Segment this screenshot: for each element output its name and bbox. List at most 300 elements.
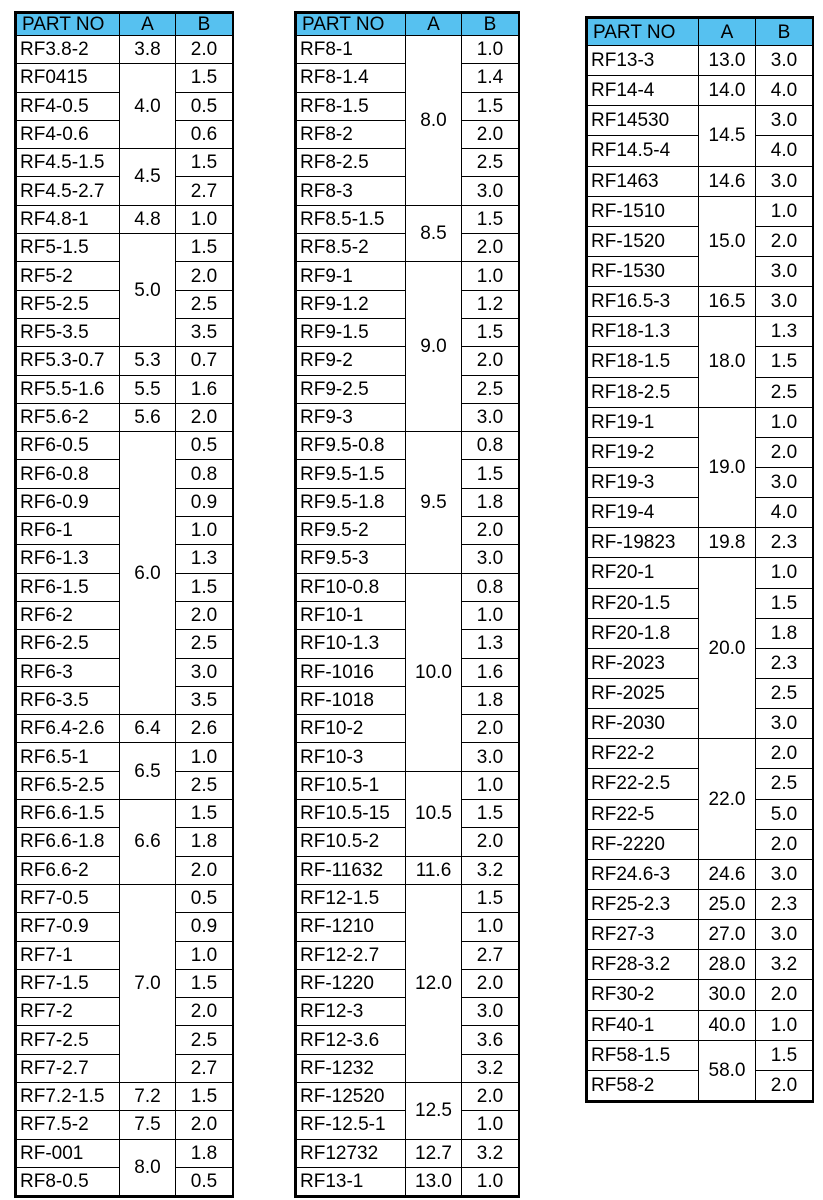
b-value-cell: 1.5 <box>462 800 519 828</box>
b-value-cell: 1.3 <box>462 630 519 658</box>
table-row <box>17 1082 233 1110</box>
part-no-cell: RF10.5-2 <box>297 828 406 856</box>
part-no-cell: RF6.6-1.8 <box>17 828 120 856</box>
b-value-cell: 2.0 <box>176 262 233 290</box>
b-value-cell: 2.0 <box>462 347 519 375</box>
parts-table-grid <box>296 13 519 1196</box>
b-value-cell: 3.0 <box>756 709 813 739</box>
b-value-cell: 1.0 <box>176 205 233 233</box>
part-no-cell: RF9-2 <box>297 347 406 375</box>
table-row <box>297 36 519 64</box>
part-no-cell: RF-1220 <box>297 969 406 997</box>
a-value-cell: 25.0 <box>699 889 756 919</box>
part-no-cell: RF24.6-3 <box>588 859 699 889</box>
a-value-cell: 58.0 <box>699 1040 756 1100</box>
b-value-cell: 3.0 <box>462 545 519 573</box>
parts-table-2 <box>294 11 520 1198</box>
b-value-cell: 3.0 <box>756 46 813 76</box>
part-no-cell: RF6-1 <box>17 517 120 545</box>
a-value-cell: 6.4 <box>120 715 176 743</box>
table-row <box>297 884 519 912</box>
part-no-cell: RF7-2.7 <box>17 1054 120 1082</box>
table-row <box>588 407 813 437</box>
b-value-cell: 3.0 <box>756 287 813 317</box>
part-no-cell: RF8-2.5 <box>297 149 406 177</box>
part-no-cell: RF4.5-1.5 <box>17 149 120 177</box>
part-no-cell: RF7.2-1.5 <box>17 1082 120 1110</box>
b-value-cell: 2.5 <box>462 149 519 177</box>
table-row <box>588 528 813 558</box>
b-value-cell: 1.6 <box>176 375 233 403</box>
table-row <box>17 800 233 828</box>
b-value-cell: 2.0 <box>756 739 813 769</box>
table-row <box>588 287 813 317</box>
b-value-cell: 1.5 <box>756 347 813 377</box>
b-value-cell: 1.3 <box>756 317 813 347</box>
a-value-cell: 8.0 <box>406 36 462 206</box>
table-row <box>588 166 813 196</box>
a-value-cell: 27.0 <box>699 920 756 950</box>
b-header: B <box>756 19 813 46</box>
part-no-cell: RF18-2.5 <box>588 377 699 407</box>
b-value-cell: 4.0 <box>756 498 813 528</box>
parts-table-grid <box>587 18 813 1101</box>
part-no-cell: RF-12.5-1 <box>297 1111 406 1139</box>
b-value-cell: 2.0 <box>462 120 519 148</box>
part-no-cell: RF19-1 <box>588 407 699 437</box>
table-row <box>297 262 519 290</box>
b-value-cell: 3.0 <box>756 166 813 196</box>
table-row <box>17 36 233 64</box>
b-value-cell: 2.7 <box>176 177 233 205</box>
part-no-cell: RF27-3 <box>588 920 699 950</box>
b-value-cell: 1.5 <box>176 1082 233 1110</box>
b-value-cell: 2.0 <box>176 403 233 431</box>
a-value-cell: 3.8 <box>120 36 176 64</box>
b-value-cell: 2.5 <box>176 290 233 318</box>
b-header: B <box>176 14 233 36</box>
part-no-cell: RF8-1 <box>297 36 406 64</box>
b-value-cell: 0.8 <box>462 573 519 601</box>
b-value-cell: 1.0 <box>756 407 813 437</box>
b-value-cell: 1.5 <box>462 205 519 233</box>
a-value-cell: 18.0 <box>699 317 756 407</box>
table-row <box>297 205 519 233</box>
b-value-cell: 1.5 <box>462 884 519 912</box>
a-value-cell: 22.0 <box>699 739 756 860</box>
part-no-cell: RF8-2 <box>297 120 406 148</box>
b-value-cell: 2.5 <box>176 1026 233 1054</box>
b-value-cell: 1.5 <box>176 573 233 601</box>
part-no-cell: RF-19823 <box>588 528 699 558</box>
table-row <box>588 920 813 950</box>
part-no-cell: RF6.6-2 <box>17 856 120 884</box>
b-value-cell: 3.0 <box>756 920 813 950</box>
a-value-cell: 30.0 <box>699 980 756 1010</box>
table-row <box>297 771 519 799</box>
part-no-cell: RF10.5-15 <box>297 800 406 828</box>
a-value-cell: 19.0 <box>699 407 756 528</box>
part-no-cell: RF8-1.5 <box>297 92 406 120</box>
part-no-cell: RF6-0.9 <box>17 488 120 516</box>
b-value-cell: 3.5 <box>176 318 233 346</box>
b-value-cell: 2.0 <box>462 715 519 743</box>
a-value-cell: 9.5 <box>406 432 462 573</box>
part-no-header: PART NO <box>17 14 120 36</box>
header-row <box>588 19 813 46</box>
b-value-cell: 2.0 <box>462 969 519 997</box>
table-row <box>588 46 813 76</box>
b-value-cell: 3.0 <box>462 177 519 205</box>
a-value-cell: 6.5 <box>120 743 176 800</box>
b-value-cell: 2.3 <box>756 889 813 919</box>
a-value-cell: 28.0 <box>699 950 756 980</box>
b-value-cell: 1.8 <box>462 686 519 714</box>
table-row <box>588 980 813 1010</box>
part-no-cell: RF13-1 <box>297 1167 406 1195</box>
table-row <box>17 347 233 375</box>
b-value-cell: 1.5 <box>462 460 519 488</box>
b-value-cell: 2.7 <box>462 941 519 969</box>
part-no-cell: RF13-3 <box>588 46 699 76</box>
b-value-cell: 2.3 <box>756 648 813 678</box>
b-value-cell: 1.0 <box>176 743 233 771</box>
part-no-cell: RF40-1 <box>588 1010 699 1040</box>
b-value-cell: 0.5 <box>176 432 233 460</box>
header-row <box>17 14 233 36</box>
part-no-cell: RF1463 <box>588 166 699 196</box>
part-no-cell: RF14530 <box>588 106 699 136</box>
a-header: A <box>120 14 176 36</box>
a-value-cell: 14.0 <box>699 76 756 106</box>
b-value-cell: 1.2 <box>462 290 519 318</box>
b-value-cell: 5.0 <box>756 799 813 829</box>
table-row <box>17 743 233 771</box>
b-value-cell: 1.8 <box>176 828 233 856</box>
a-value-cell: 4.8 <box>120 205 176 233</box>
b-value-cell: 2.5 <box>462 375 519 403</box>
part-no-cell: RF7-1.5 <box>17 969 120 997</box>
part-no-cell: RF9.5-0.8 <box>297 432 406 460</box>
a-value-cell: 12.5 <box>406 1082 462 1139</box>
part-no-cell: RF9-1 <box>297 262 406 290</box>
part-no-cell: RF20-1.8 <box>588 618 699 648</box>
b-value-cell: 0.5 <box>176 1167 233 1195</box>
b-value-cell: 2.0 <box>176 601 233 629</box>
b-value-cell: 2.0 <box>462 234 519 262</box>
b-value-cell: 3.0 <box>756 106 813 136</box>
part-no-cell: RF7-0.5 <box>17 884 120 912</box>
b-value-cell: 1.0 <box>462 36 519 64</box>
part-no-cell: RF9-2.5 <box>297 375 406 403</box>
part-no-cell: RF9.5-1.5 <box>297 460 406 488</box>
b-value-cell: 0.5 <box>176 92 233 120</box>
part-no-cell: RF14.5-4 <box>588 136 699 166</box>
b-value-cell: 2.0 <box>756 829 813 859</box>
part-no-cell: RF6-2 <box>17 601 120 629</box>
a-value-cell: 5.0 <box>120 234 176 347</box>
b-value-cell: 2.5 <box>756 678 813 708</box>
table-row <box>297 573 519 601</box>
b-value-cell: 3.0 <box>462 403 519 431</box>
part-no-cell: RF19-2 <box>588 437 699 467</box>
table-row <box>297 432 519 460</box>
a-value-cell: 40.0 <box>699 1010 756 1040</box>
b-value-cell: 2.6 <box>176 715 233 743</box>
part-no-cell: RF12-3 <box>297 998 406 1026</box>
table-row <box>297 1139 519 1167</box>
part-no-cell: RF6-0.5 <box>17 432 120 460</box>
a-value-cell: 20.0 <box>699 558 756 739</box>
part-no-cell: RF-1232 <box>297 1054 406 1082</box>
b-value-cell: 3.0 <box>462 743 519 771</box>
part-no-cell: RF20-1.5 <box>588 588 699 618</box>
part-no-cell: RF10.5-1 <box>297 771 406 799</box>
b-value-cell: 1.0 <box>462 913 519 941</box>
part-no-cell: RF-12520 <box>297 1082 406 1110</box>
b-value-cell: 2.3 <box>756 528 813 558</box>
part-no-cell: RF7-0.9 <box>17 913 120 941</box>
a-value-cell: 6.6 <box>120 800 176 885</box>
part-no-cell: RF4.8-1 <box>17 205 120 233</box>
part-no-cell: RF4-0.5 <box>17 92 120 120</box>
b-value-cell: 4.0 <box>756 76 813 106</box>
b-value-cell: 3.0 <box>756 256 813 286</box>
table-row <box>17 432 233 460</box>
part-no-cell: RF4-0.6 <box>17 120 120 148</box>
part-no-cell: RF8-0.5 <box>17 1167 120 1195</box>
part-no-cell: RF9.5-2 <box>297 517 406 545</box>
table-row <box>588 558 813 588</box>
part-no-cell: RF16.5-3 <box>588 287 699 317</box>
a-value-cell: 7.5 <box>120 1111 176 1139</box>
table-row <box>17 403 233 431</box>
part-no-cell: RF0415 <box>17 64 120 92</box>
a-value-cell: 15.0 <box>699 196 756 286</box>
b-value-cell: 1.0 <box>462 1167 519 1195</box>
b-value-cell: 1.4 <box>462 64 519 92</box>
table-row <box>17 884 233 912</box>
part-no-cell: RF5.6-2 <box>17 403 120 431</box>
part-no-cell: RF7-2 <box>17 998 120 1026</box>
b-value-cell: 2.0 <box>462 828 519 856</box>
table-row <box>17 1111 233 1139</box>
part-no-cell: RF9.5-1.8 <box>297 488 406 516</box>
b-value-cell: 2.5 <box>176 630 233 658</box>
part-no-cell: RF19-4 <box>588 498 699 528</box>
part-no-cell: RF18-1.5 <box>588 347 699 377</box>
table-row <box>588 106 813 136</box>
b-value-cell: 1.5 <box>756 1040 813 1070</box>
table-row <box>588 1040 813 1070</box>
part-no-cell: RF58-2 <box>588 1070 699 1100</box>
part-no-cell: RF22-5 <box>588 799 699 829</box>
part-no-cell: RF12-1.5 <box>297 884 406 912</box>
a-header: A <box>699 19 756 46</box>
table-row <box>17 375 233 403</box>
part-no-cell: RF4.5-2.7 <box>17 177 120 205</box>
part-no-cell: RF-2220 <box>588 829 699 859</box>
b-value-cell: 1.0 <box>462 771 519 799</box>
part-no-cell: RF-2023 <box>588 648 699 678</box>
part-no-cell: RF8-3 <box>297 177 406 205</box>
part-no-cell: RF6-2.5 <box>17 630 120 658</box>
part-no-cell: RF5-3.5 <box>17 318 120 346</box>
a-value-cell: 14.6 <box>699 166 756 196</box>
part-no-cell: RF-001 <box>17 1139 120 1167</box>
a-value-cell: 6.0 <box>120 432 176 715</box>
b-value-cell: 3.2 <box>756 950 813 980</box>
part-no-cell: RF9-3 <box>297 403 406 431</box>
b-value-cell: 4.0 <box>756 136 813 166</box>
part-no-cell: RF12-3.6 <box>297 1026 406 1054</box>
part-no-cell: RF8.5-2 <box>297 234 406 262</box>
part-no-cell: RF10-0.8 <box>297 573 406 601</box>
table-row <box>17 234 233 262</box>
b-value-cell: 2.5 <box>756 377 813 407</box>
parts-table-grid <box>16 13 233 1196</box>
a-value-cell: 5.6 <box>120 403 176 431</box>
b-value-cell: 3.2 <box>462 1054 519 1082</box>
b-value-cell: 1.0 <box>756 1010 813 1040</box>
b-value-cell: 1.0 <box>462 601 519 629</box>
a-value-cell: 4.5 <box>120 149 176 206</box>
b-value-cell: 3.6 <box>462 1026 519 1054</box>
a-value-cell: 10.5 <box>406 771 462 856</box>
part-no-cell: RF22-2 <box>588 739 699 769</box>
part-no-cell: RF20-1 <box>588 558 699 588</box>
b-value-cell: 1.5 <box>176 800 233 828</box>
table-row <box>588 317 813 347</box>
b-value-cell: 0.8 <box>176 460 233 488</box>
b-value-cell: 0.7 <box>176 347 233 375</box>
part-no-cell: RF7-2.5 <box>17 1026 120 1054</box>
part-no-cell: RF6-0.8 <box>17 460 120 488</box>
b-value-cell: 1.5 <box>462 92 519 120</box>
a-value-cell: 13.0 <box>699 46 756 76</box>
part-no-cell: RF28-3.2 <box>588 950 699 980</box>
table-row <box>588 889 813 919</box>
a-value-cell: 19.8 <box>699 528 756 558</box>
part-no-cell: RF-1530 <box>588 256 699 286</box>
b-value-cell: 2.7 <box>176 1054 233 1082</box>
b-value-cell: 0.9 <box>176 913 233 941</box>
b-value-cell: 1.0 <box>462 1111 519 1139</box>
part-no-cell: RF-1210 <box>297 913 406 941</box>
a-value-cell: 16.5 <box>699 287 756 317</box>
table-row <box>588 196 813 226</box>
a-value-cell: 7.0 <box>120 884 176 1082</box>
b-value-cell: 3.2 <box>462 1139 519 1167</box>
table-row <box>588 76 813 106</box>
b-value-cell: 2.0 <box>462 517 519 545</box>
part-no-cell: RF-2030 <box>588 709 699 739</box>
table-row <box>297 1082 519 1110</box>
part-no-cell: RF22-2.5 <box>588 769 699 799</box>
b-value-cell: 2.0 <box>176 998 233 1026</box>
part-no-cell: RF7.5-2 <box>17 1111 120 1139</box>
b-value-cell: 3.0 <box>176 658 233 686</box>
part-no-cell: RF19-3 <box>588 467 699 497</box>
b-value-cell: 1.8 <box>176 1139 233 1167</box>
b-value-cell: 2.0 <box>756 226 813 256</box>
b-value-cell: 3.0 <box>756 859 813 889</box>
b-value-cell: 2.0 <box>756 437 813 467</box>
part-no-cell: RF5-2.5 <box>17 290 120 318</box>
b-value-cell: 2.0 <box>176 1111 233 1139</box>
b-value-cell: 1.8 <box>756 618 813 648</box>
part-no-cell: RF25-2.3 <box>588 889 699 919</box>
a-value-cell: 5.3 <box>120 347 176 375</box>
b-value-cell: 1.6 <box>462 658 519 686</box>
b-value-cell: 1.0 <box>176 517 233 545</box>
b-value-cell: 1.5 <box>462 318 519 346</box>
part-no-cell: RF6-3.5 <box>17 686 120 714</box>
part-no-cell: RF6-3 <box>17 658 120 686</box>
part-no-cell: RF-1510 <box>588 196 699 226</box>
b-value-cell: 3.5 <box>176 686 233 714</box>
part-no-header: PART NO <box>588 19 699 46</box>
a-value-cell: 12.7 <box>406 1139 462 1167</box>
b-value-cell: 1.5 <box>756 588 813 618</box>
part-no-cell: RF-11632 <box>297 856 406 884</box>
b-value-cell: 0.6 <box>176 120 233 148</box>
part-no-cell: RF5-1.5 <box>17 234 120 262</box>
part-no-cell: RF10-1.3 <box>297 630 406 658</box>
b-value-cell: 3.2 <box>462 856 519 884</box>
part-no-cell: RF12732 <box>297 1139 406 1167</box>
a-value-cell: 8.0 <box>120 1139 176 1196</box>
part-no-cell: RF-2025 <box>588 678 699 708</box>
part-no-cell: RF14-4 <box>588 76 699 106</box>
b-value-cell: 1.5 <box>176 969 233 997</box>
a-header: A <box>406 14 462 36</box>
b-value-cell: 1.0 <box>756 196 813 226</box>
b-value-cell: 0.5 <box>176 884 233 912</box>
part-no-cell: RF6.4-2.6 <box>17 715 120 743</box>
part-no-cell: RF7-1 <box>17 941 120 969</box>
table-row <box>588 859 813 889</box>
part-no-cell: RF6.5-1 <box>17 743 120 771</box>
part-no-cell: RF6-1.5 <box>17 573 120 601</box>
b-value-cell: 0.8 <box>462 432 519 460</box>
a-value-cell: 24.6 <box>699 859 756 889</box>
header-row <box>297 14 519 36</box>
a-value-cell: 10.0 <box>406 573 462 771</box>
table-row <box>588 950 813 980</box>
part-no-cell: RF30-2 <box>588 980 699 1010</box>
part-no-header: PART NO <box>297 14 406 36</box>
part-no-cell: RF10-3 <box>297 743 406 771</box>
part-no-cell: RF9-1.2 <box>297 290 406 318</box>
a-value-cell: 4.0 <box>120 64 176 149</box>
b-value-cell: 1.8 <box>462 488 519 516</box>
table-row <box>297 856 519 884</box>
a-value-cell: 11.6 <box>406 856 462 884</box>
part-no-cell: RF-1016 <box>297 658 406 686</box>
b-value-cell: 2.0 <box>462 1082 519 1110</box>
part-no-cell: RF9.5-3 <box>297 545 406 573</box>
a-value-cell: 8.5 <box>406 205 462 262</box>
part-no-cell: RF8-1.4 <box>297 64 406 92</box>
a-value-cell: 12.0 <box>406 884 462 1082</box>
a-value-cell: 13.0 <box>406 1167 462 1195</box>
b-value-cell: 2.0 <box>756 1070 813 1100</box>
b-value-cell: 3.0 <box>462 998 519 1026</box>
b-value-cell: 1.3 <box>176 545 233 573</box>
table-row <box>17 64 233 92</box>
part-no-cell: RF18-1.3 <box>588 317 699 347</box>
